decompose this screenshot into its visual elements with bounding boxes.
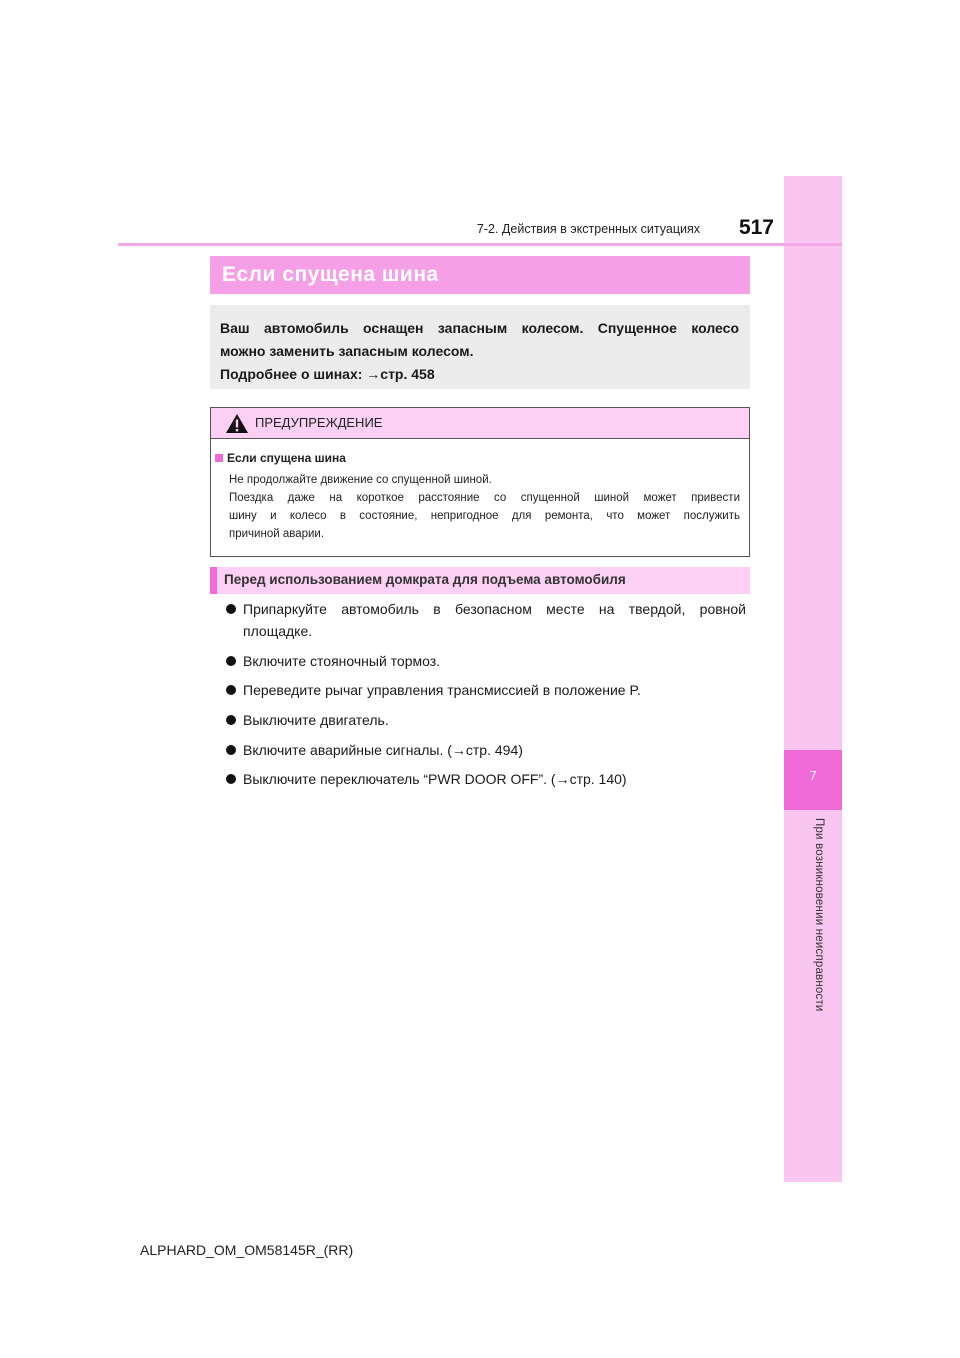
jack-section-header [210, 567, 750, 594]
warning-line: Не продолжайте движение со спущенной шиной. [229, 474, 492, 486]
list-item [226, 709, 746, 731]
list-item [226, 768, 746, 790]
list-item-line: Включите аварийные сигналы. (→стр. 494) [243, 741, 523, 758]
warning-line: Поездка даже на короткое расстояние со спущенной шиной может привести [229, 492, 740, 504]
bullet-dot-icon [226, 715, 236, 725]
list-item-line: Включите стояночный тормоз. [243, 652, 441, 669]
intro-line-1: Ваш автомобиль оснащен запасным колесом. Спущенное колесо [220, 320, 739, 336]
list-item [226, 598, 746, 642]
chapter-side-tab [784, 176, 842, 1182]
list-item-line: Переведите рычаг управления трансмиссией в положение P. [243, 682, 641, 699]
list-item-line: площадке. [243, 623, 313, 639]
page-title: Если спущена шина [222, 263, 439, 286]
header-rule [118, 243, 842, 246]
bullet-dot-icon [226, 604, 236, 614]
bullet-dot-icon [226, 685, 236, 695]
warning-box [210, 407, 750, 557]
jack-section-title: Перед использованием домкрата для подъема автомобиля [224, 572, 626, 587]
warning-subtitle-text: Если спущена шина [227, 451, 346, 465]
chapter-title: При возникновении неисправности [813, 818, 825, 1012]
bullet-dot-icon [226, 745, 236, 755]
intro-box [210, 305, 750, 389]
warning-subtitle [215, 451, 346, 465]
square-bullet-icon [215, 454, 223, 462]
bullet-dot-icon [226, 656, 236, 666]
page-title-bar [210, 256, 750, 294]
chapter-number: 7 [809, 768, 817, 783]
warning-triangle-icon [225, 413, 249, 434]
list-item [226, 679, 746, 701]
page-number: 517 [738, 216, 774, 239]
section-header: 7-2. Действия в экстренных ситуациях [476, 222, 700, 236]
jack-bullet-list [226, 598, 746, 790]
warning-line: причиной аварии. [229, 528, 325, 540]
warning-header [211, 408, 749, 439]
section-accent [210, 567, 217, 594]
list-item [226, 739, 746, 761]
intro-reference: Подробнее о шинах: →стр. 458 [220, 366, 435, 382]
intro-line-2: можно заменить запасным колесом. [220, 343, 474, 359]
warning-body [229, 471, 740, 543]
warning-label: ПРЕДУПРЕЖДЕНИЕ [255, 415, 383, 430]
list-item-line: Припаркуйте автомобиль в безопасном месте на твердой, ровной [243, 601, 746, 617]
list-item-line: Выключите переключатель “PWR DOOR OFF”. (→стр. 140) [243, 771, 627, 788]
warning-line: шину и колесо в состояние, непригодное для ремонта, что может послужить [229, 510, 740, 522]
bullet-dot-icon [226, 774, 236, 784]
list-item [226, 650, 746, 672]
list-item-line: Выключите двигатель. [243, 712, 389, 729]
document-footer: ALPHARD_OM_OM58145R_(RR) [140, 1242, 354, 1258]
